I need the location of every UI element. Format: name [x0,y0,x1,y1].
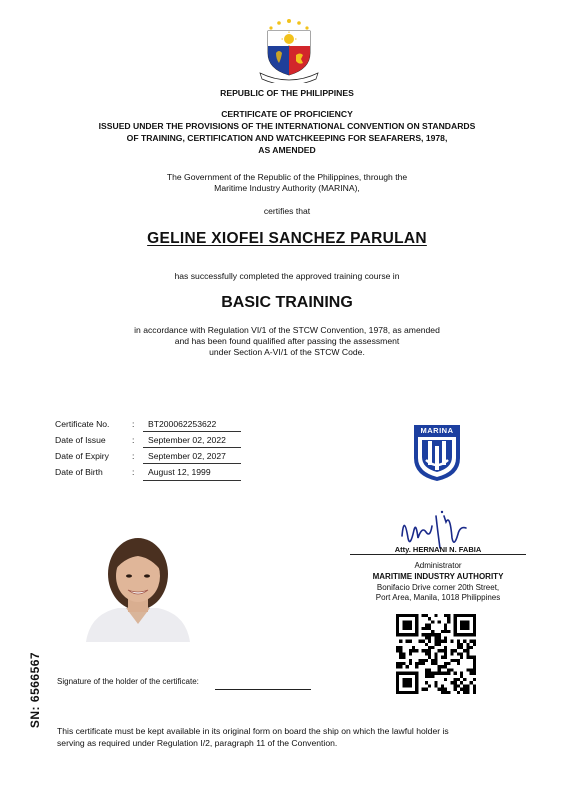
completed-line: has successfully completed the approved training course in [174,271,400,281]
signatory-organization: MARITIME INDUSTRY AUTHORITY [372,572,504,581]
holder-signature-label: Signature of the holder of the certificate: [57,677,199,686]
issued-under-line-2: OF TRAINING, CERTIFICATION AND WATCHKEEPING FOR SEAFARERS, 1978, [126,133,448,143]
colon: : [132,435,135,445]
holder-signature-line [215,689,311,690]
birth-label: Date of Birth [55,467,103,477]
underline [143,480,241,481]
philippine-seal [254,13,324,83]
signatory-address-1: Bonifacio Drive corner 20th Street, [376,583,500,592]
birth-value: August 12, 1999 [148,467,211,477]
holder-photo [82,528,194,642]
marina-logo [413,424,461,482]
government-line-2: Maritime Industry Authority (MARINA), [214,183,360,193]
signatory-address-2: Port Area, Manila, 1018 Philippines [375,593,501,602]
issue-value: September 02, 2022 [148,435,226,445]
footer-note-line-1: This certificate must be kept available in its original form on board the ship on which the lawful holder is [57,726,449,736]
country-heading: REPUBLIC OF THE PHILIPPINES [220,88,354,98]
certifies-that: certifies that [263,206,311,216]
regulation-line-3: under Section A-VI/1 of the STCW Code. [209,347,365,357]
expiry-label: Date of Expiry [55,451,109,461]
cert-no-label: Certificate No. [55,419,110,429]
expiry-value: September 02, 2027 [148,451,226,461]
colon: : [132,419,135,429]
issue-label: Date of Issue [55,435,106,445]
marina-logo-text: MARINA [420,426,454,435]
underline [143,447,241,448]
underline [143,431,241,432]
qr-code [396,614,476,694]
regulation-line-1: in accordance with Regulation VI/1 of the STCW Convention, 1978, as amended [134,325,440,335]
government-line-1: The Government of the Republic of the Philippines, through the [166,172,408,182]
regulation-line-2: and has been found qualified after passing the assessment [174,336,400,346]
issued-under-line-1: ISSUED UNDER THE PROVISIONS OF THE INTERNATIONAL CONVENTION ON STANDARDS [98,121,476,131]
underline [143,463,241,464]
serial-number: SN: 6566567 [28,651,42,729]
signatory-name: Atty. HERNANI N. FABIA [394,545,482,554]
holder-name: GELINE XIOFEI SANCHEZ PARULAN [147,230,427,247]
footer-note-line-2: serving as required under Regulation I/2, paragraph 11 of the Convention. [57,738,338,748]
course-title: BASIC TRAINING [221,294,353,311]
administrator-signature-line [350,554,526,555]
colon: : [132,451,135,461]
colon: : [132,467,135,477]
issued-under-line-3: AS AMENDED [258,145,316,155]
certificate-type: CERTIFICATE OF PROFICIENCY [221,109,353,119]
signatory-title: Administrator [414,561,462,570]
cert-no-value: BT200062253622 [148,419,217,429]
